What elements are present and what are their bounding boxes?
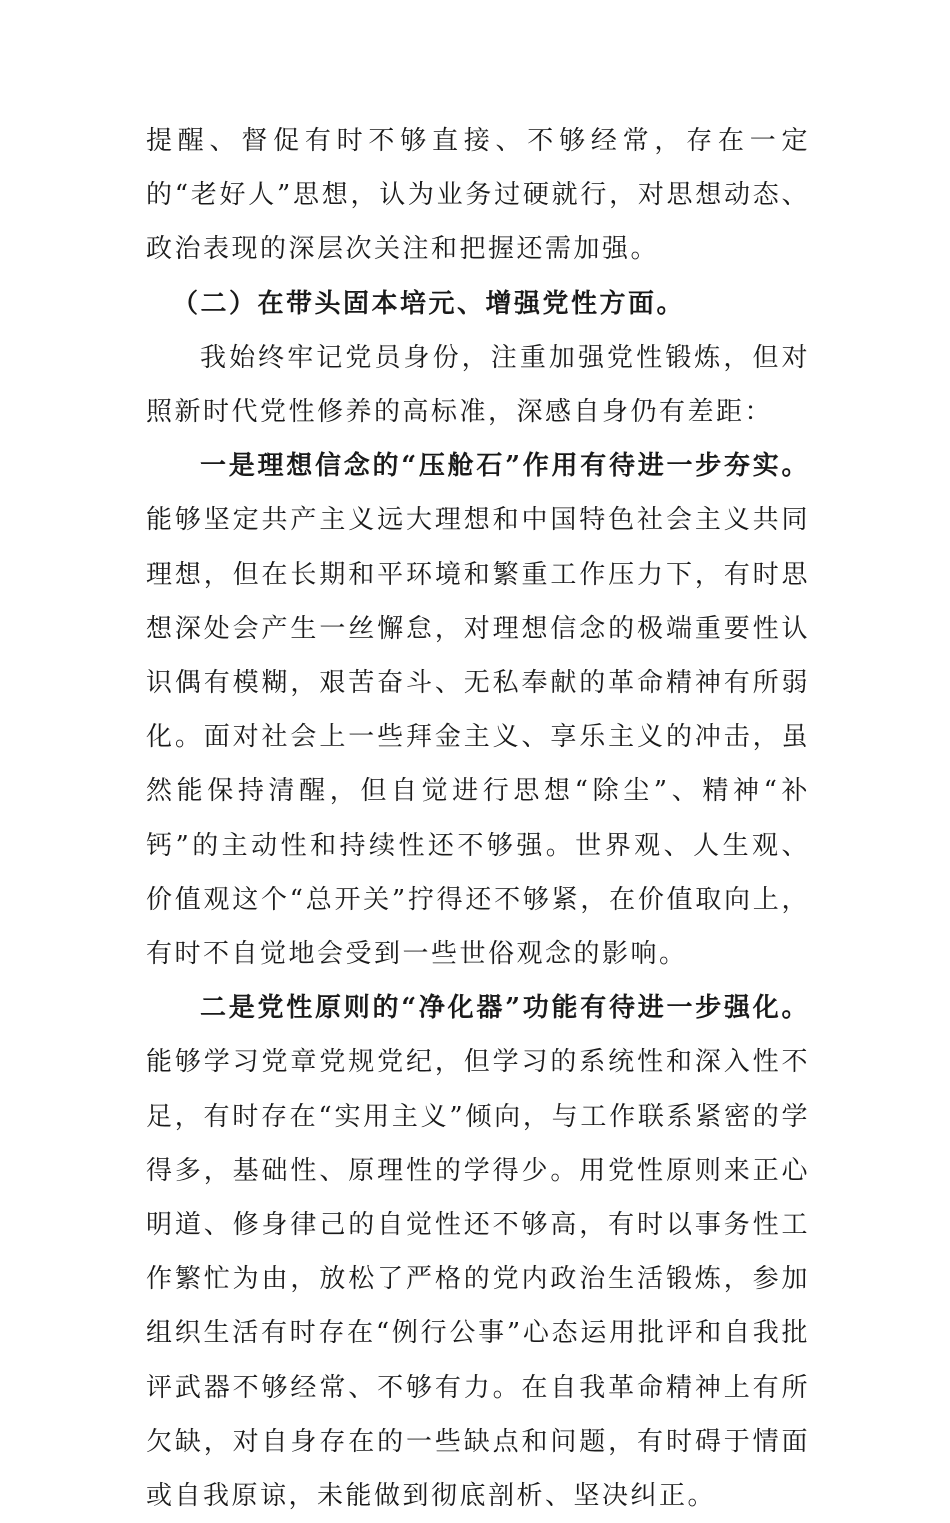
paragraph-point-two bbox=[146, 981, 810, 1523]
paragraph-point-one bbox=[146, 439, 810, 981]
paragraph-intro: 我始终牢记党员身份，注重加强党性锻炼，但对照新时代党性修养的高标准，深感自身仍有差距： bbox=[146, 342, 810, 428]
point-two-lead: 二是党性原则的“净化器”功能有待进一步强化。 bbox=[200, 993, 810, 1024]
section-heading: （二）在带头固本培元、增强党性方面。 bbox=[172, 288, 686, 319]
document-page bbox=[146, 114, 810, 1523]
point-one-body: 能够坚定共产主义远大理想和中国特色社会主义共同理想，但在长期和平环境和繁重工作压力下，有时思想深处会产生一丝懈怠，对理想信念的极端重要性认识偶有模糊，艰苦奋斗、无私奉献的革命精神有所弱化。面对社会上一些拜金主义、享乐主义的冲击，虽然能保持清醒，但自觉进行思想“除尘”、精神“补钙”的主动性和持续性还不够强。世界观、人生观、价值观这个“总开关”拧得还不够紧，在价值取向上，有时不自觉地会受到一些世俗观念的影响。 bbox=[146, 505, 810, 970]
point-two-body: 能够学习党章党规党纪，但学习的系统性和深入性不足，有时存在“实用主义”倾向，与工作联系紧密的学得多，基础性、原理性的学得少。用党性原则来正心明道、修身律己的自觉性还不够高，有时以事务性工作繁忙为由，放松了严格的党内政治生活锻炼，参加组织生活有时存在“例行公事”心态运用批评和自我批评武器不够经常、不够有力。在自我革命精神上有所欠缺，对自身存在的一些缺点和问题，有时碍于情面或自我原谅，未能做到彻底剖析、坚决纠正。 bbox=[146, 1047, 810, 1512]
paragraph-continued: 提醒、督促有时不够直接、不够经常，存在一定的“老好人”思想，认为业务过硬就行，对思想动态、政治表现的深层次关注和把握还需加强。 bbox=[146, 126, 810, 265]
point-one-lead: 一是理想信念的“压舱石”作用有待进一步夯实。 bbox=[200, 451, 810, 482]
